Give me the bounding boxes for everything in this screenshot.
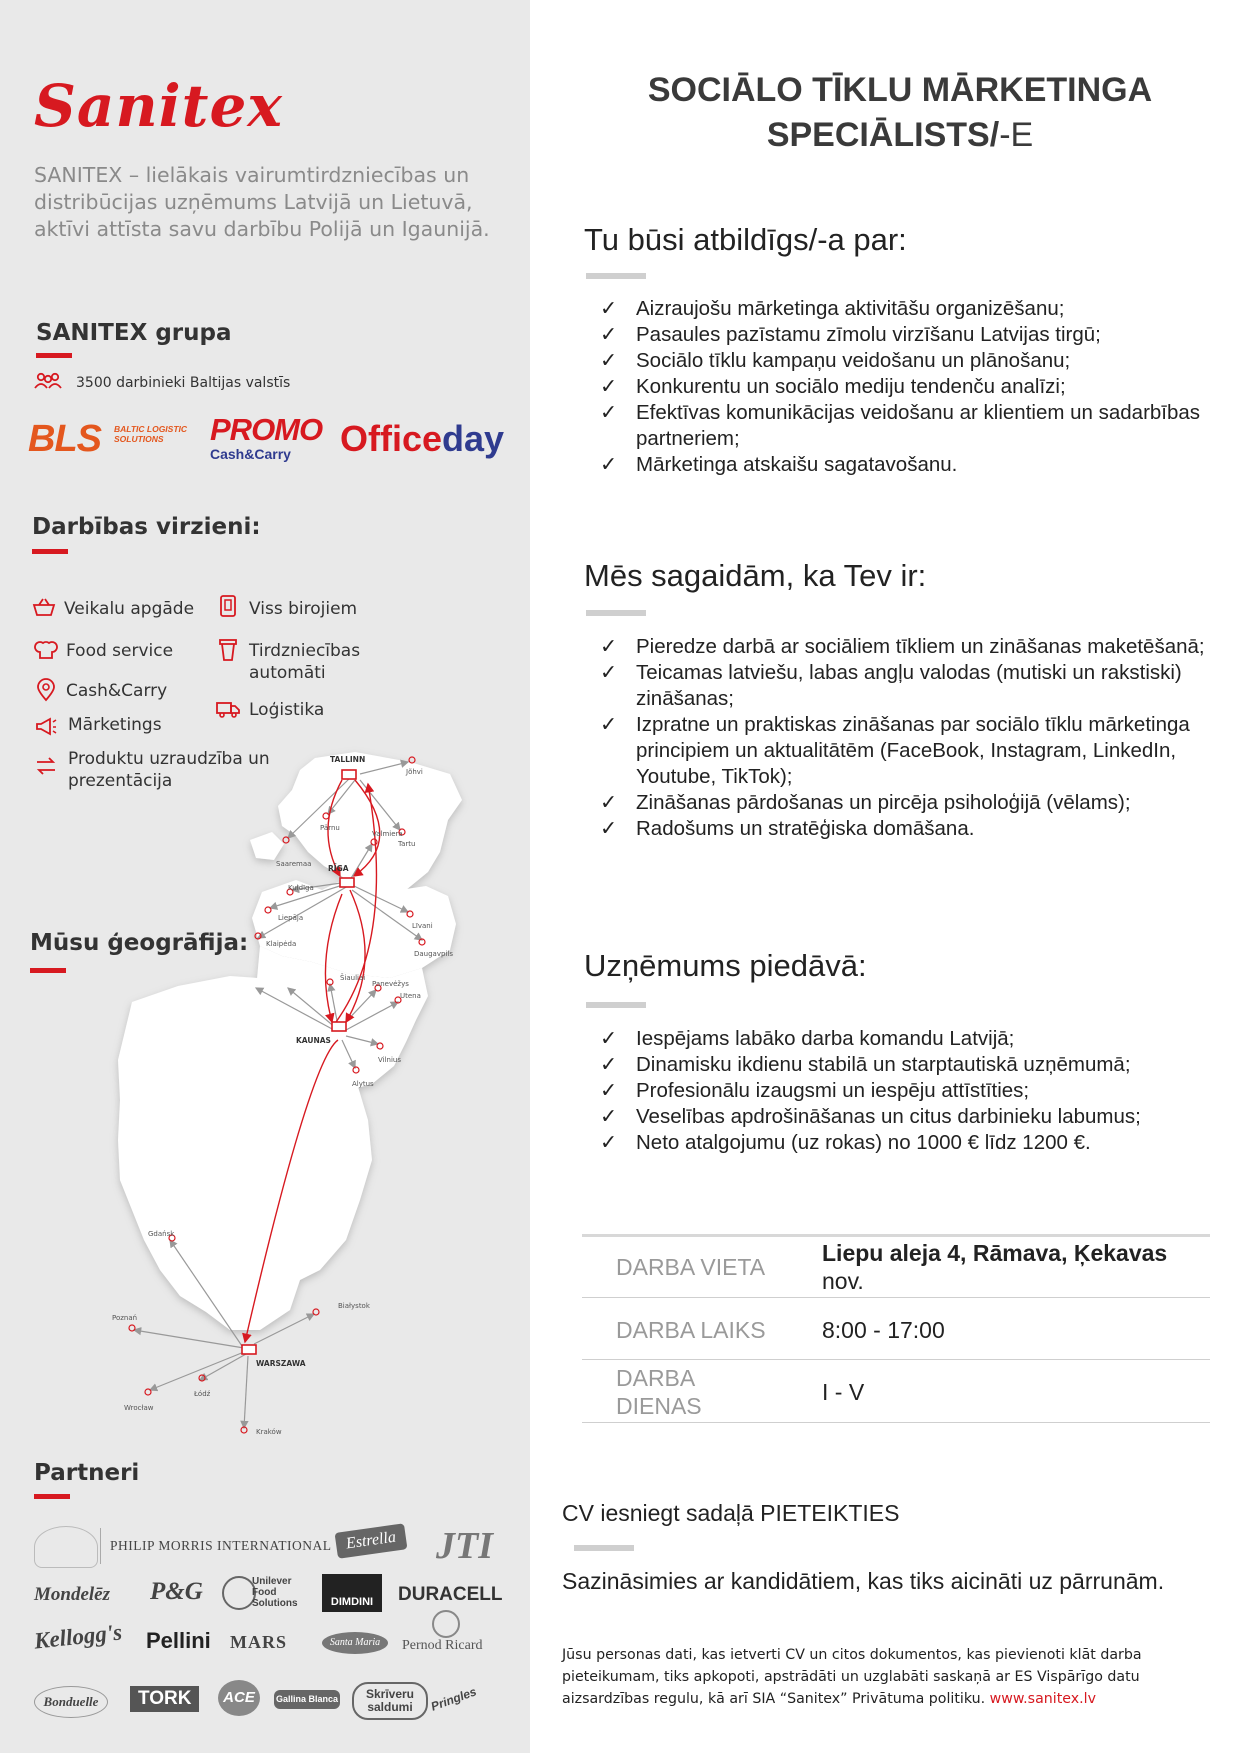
direction-logistics: Loģistika (249, 700, 325, 720)
pmi-crest-icon (34, 1526, 98, 1568)
promo-subtitle: Cash&Carry (210, 446, 291, 462)
company-intro: SANITEX – lielākais vairumtirdzniecības un distribūcijas uzņēmums Latvijā un Lietuvā, aktīvi attīsta savu darbību Polijā un Igaunijā. (34, 163, 490, 241)
officeday-part1: Office (340, 418, 443, 459)
city-johvi: Jõhvi (406, 768, 423, 776)
bls-logo (28, 418, 188, 461)
city-krakow: Kraków (256, 1428, 282, 1436)
pmi-divider (100, 1528, 101, 1564)
check-icon: ✓ (600, 1053, 618, 1076)
partner-bonduelle: Bonduelle (34, 1686, 108, 1718)
check-icon: ✓ (600, 1105, 618, 1128)
list-item (600, 816, 1225, 842)
list-item (600, 790, 1225, 816)
partner-pernod-ricard: Pernod Ricard (402, 1638, 483, 1653)
requirements-list (600, 634, 1225, 842)
geography-heading-underline (30, 968, 66, 973)
list-item (600, 374, 1225, 400)
direction-office: Viss birojiem (249, 599, 358, 619)
partners-heading: Partneri (34, 1460, 140, 1486)
exchange-arrows-icon (34, 754, 58, 778)
partner-duracell: DURACELL (398, 1584, 503, 1605)
check-icon: ✓ (600, 349, 618, 372)
city-wroclaw: Wrocław (124, 1404, 154, 1412)
binder-icon (216, 594, 240, 618)
location-pin-icon (34, 678, 58, 702)
list-item (600, 660, 1225, 712)
list-item-text: Sociālo tīklu kampaņu veidošanu un plānošanu; (636, 349, 1071, 372)
list-item (600, 400, 1225, 452)
hub-label-warszawa: WARSZAWA (256, 1359, 306, 1368)
city-bialystok: Białystok (338, 1302, 370, 1310)
direction-shop-supply: Veikalu apgāde (64, 599, 195, 619)
sanitex-website-link[interactable]: www.sanitex.lv (989, 1691, 1096, 1707)
list-item-text: Iespējams labāko darba komandu Latvijā; (636, 1027, 1015, 1050)
partner-ace: ACE (218, 1680, 260, 1716)
cv-instructions: CV iesniegt sadaļā PIETEIKTIES (562, 1500, 900, 1526)
check-icon: ✓ (600, 635, 618, 658)
city-kuldiga: Kuldīga (288, 884, 314, 892)
list-item (600, 322, 1225, 348)
place-value-rest: nov. (822, 1268, 864, 1294)
list-item-text: Izpratne un praktiskas zināšanas par sociālo tīklu mārketinga principiem un aktualitātēm (FaceBook, Instagram, LinkedIn, Youtube, TikTok); (636, 713, 1190, 788)
list-item-text: Dinamisku ikdienu stabilā un starptautiskā uzņēmumā; (636, 1053, 1131, 1076)
city-alytus: Alytus (352, 1080, 374, 1088)
list-item-text: Pieredze darbā ar sociāliem tīkliem un zināšanas maketēšanā; (636, 635, 1205, 658)
bls-subtitle (114, 424, 214, 444)
days-label (616, 1364, 702, 1420)
city-parnu: Pärnu (320, 824, 340, 832)
city-klaipeda: Klaipėda (266, 940, 297, 948)
partner-pg: P&G (150, 1578, 203, 1605)
offer-list (600, 1026, 1225, 1156)
partner-kelloggs: Kellogg's (32, 1619, 124, 1654)
job-title-line2-bold: SPECIĀLISTS/ (766, 116, 1000, 154)
partner-dimdini: DIMDINI (322, 1574, 382, 1612)
hub-warszawa-marker (242, 1345, 256, 1354)
job-title-line2 (560, 113, 1240, 158)
days-label-line2: DIENAS (616, 1393, 702, 1419)
hub-tallinn-marker (342, 770, 356, 779)
officeday-part2: day (442, 418, 505, 459)
estonia-shape (278, 752, 462, 898)
hours-value: 8:00 - 17:00 (822, 1317, 945, 1343)
bls-sub-line1: BALTIC LOGISTIC (114, 424, 188, 434)
bls-sub-line2: SOLUTIONS (114, 434, 164, 444)
job-title-line1: SOCIĀLO TĪKLU MĀRKETINGA (647, 71, 1153, 109)
responsibilities-list (600, 296, 1225, 478)
check-icon: ✓ (600, 661, 618, 684)
cv-underline (574, 1545, 634, 1551)
list-item (600, 1026, 1225, 1052)
city-lodz: Łódź (194, 1390, 211, 1398)
list-item (600, 712, 1225, 790)
responsibilities-underline (586, 273, 646, 279)
partner-santa-maria: Santa Maria (322, 1632, 388, 1654)
job-info-row-days (582, 1360, 1210, 1423)
hub-riga-marker (340, 878, 354, 887)
baltic-poland-map (110, 740, 530, 1436)
list-item-text: Radošums un stratēģiska domāšana. (636, 817, 975, 840)
check-icon: ✓ (600, 453, 618, 476)
place-value-bold: Liepu aleja 4, Rāmava, Ķekavas (822, 1240, 1168, 1266)
list-item (600, 1104, 1225, 1130)
city-liepaja: Liepāja (278, 914, 304, 922)
city-vilnius: Vilnius (378, 1056, 401, 1064)
list-item (600, 1052, 1225, 1078)
vending-cup-icon (216, 638, 240, 662)
saaremaa-shape (250, 832, 284, 860)
list-item (600, 296, 1225, 322)
list-item-text: Aizraujošu mārketinga aktivitāšu organizēšanu; (636, 297, 1065, 320)
partner-jti: JTI (436, 1525, 493, 1567)
partner-gallina-blanca: Gallina Blanca (274, 1690, 340, 1709)
job-title-line2-suffix: -E (999, 116, 1034, 154)
list-item-text: Mārketinga atskaišu sagatavošanu. (636, 453, 958, 476)
city-daugavpils: Daugavpils (414, 950, 453, 958)
days-value: I - V (822, 1379, 865, 1405)
direction-food-service: Food service (66, 641, 174, 661)
list-item-text: Teicamas latviešu, labas angļu valodas (mutiski un rakstiski) zināšanas; (636, 661, 1182, 710)
hub-label-kaunas: KAUNAS (296, 1036, 331, 1045)
directions-heading-underline (32, 549, 68, 554)
job-info-row-place (582, 1237, 1210, 1298)
bls-wordmark: BLS (28, 418, 101, 460)
city-valmiera: Valmiera (372, 830, 403, 838)
city-livani: Līvani (412, 922, 433, 930)
geography-heading: Mūsu ģeogrāfija: (30, 930, 249, 956)
list-item-text: Zināšanas pārdošanas un pircēja psiholoģijā (vēlams); (636, 791, 1131, 814)
check-icon: ✓ (600, 323, 618, 346)
basket-icon (32, 596, 56, 620)
check-icon: ✓ (600, 1079, 618, 1102)
direction-cash-carry: Cash&Carry (66, 681, 168, 701)
list-item-text: Profesionālu izaugsmi un iespēju attīstīties; (636, 1079, 1030, 1102)
list-item-text: Neto atalgojumu (uz rokas) no 1000 € līdz 1200 €. (636, 1131, 1091, 1154)
list-item (600, 1078, 1225, 1104)
city-utena: Utena (400, 992, 421, 1000)
check-icon: ✓ (600, 1027, 618, 1050)
officeday-logo (340, 418, 504, 460)
place-label: DARBA VIETA (616, 1254, 766, 1280)
check-icon: ✓ (600, 297, 618, 320)
partner-skriveru: Skrīveru saldumi (352, 1682, 428, 1720)
city-saaremaa: Saaremaa (276, 860, 312, 868)
pernod-sun-icon (432, 1610, 460, 1638)
check-icon: ✓ (600, 713, 618, 736)
list-item (600, 348, 1225, 374)
promo-logo (210, 414, 322, 462)
check-icon: ✓ (600, 1131, 618, 1154)
promo-wordmark: PROMO (210, 412, 323, 447)
unilever-u-icon (222, 1576, 256, 1610)
privacy-notice (562, 1644, 1202, 1710)
privacy-text: Jūsu personas dati, kas ietverti CV un citos dokumentos, kas pievienoti klāt darba pieteikumam, tiks apkopoti, apstrādāti un uzglabāti saskaņā ar ES Vispārīgo datu aizsardzības regulu, kā arī SIA “Sanitex” Privātuma politiku. (562, 1647, 1142, 1707)
contact-note: Sazināsimies ar kandidātiem, kas tiks aicināti uz pārrunām. (562, 1568, 1165, 1594)
list-item (600, 634, 1225, 660)
list-item-text: Konkurentu un sociālo mediju tendenču analīzi; (636, 375, 1066, 398)
list-item-text: Efektīvas komunikācijas veidošanu ar klientiem un sadarbības partneriem; (636, 401, 1201, 450)
hub-kaunas-marker (332, 1022, 346, 1031)
group-heading-underline (36, 353, 72, 358)
city-tartu: Tartu (398, 840, 416, 848)
chef-hat-icon (34, 638, 58, 662)
check-icon: ✓ (600, 791, 618, 814)
check-icon: ✓ (600, 401, 618, 424)
partner-estrella: Estrella (335, 1523, 408, 1559)
list-item-text: Veselības apdrošināšanas un citus darbinieku labumus; (636, 1105, 1141, 1128)
hub-label-tallinn: TALLINN (330, 755, 366, 764)
people-icon (34, 372, 62, 390)
direction-vending: Tirdzniecības automāti (249, 641, 361, 683)
hub-label-riga: RĪGA (328, 864, 349, 873)
responsibilities-heading: Tu būsi atbildīgs/-a par: (584, 222, 907, 257)
check-icon: ✓ (600, 375, 618, 398)
partners-heading-underline (34, 1494, 70, 1499)
directions-heading: Darbības virzieni: (32, 514, 261, 540)
list-item-text: Pasaules pazīstamu zīmolu virzīšanu Latvijas tirgū; (636, 323, 1101, 346)
requirements-underline (586, 610, 646, 616)
partner-pellini: Pellini (146, 1628, 211, 1653)
group-heading: SANITEX grupa (36, 320, 232, 346)
place-value (822, 1239, 1212, 1295)
direction-marketing: Mārketings (68, 715, 162, 735)
city-panevezys: Panevėžys (372, 980, 409, 988)
truck-icon (216, 697, 240, 721)
city-siauliai: Šiauliai (340, 974, 366, 982)
partner-tork: TORK (130, 1686, 199, 1712)
city-gdansk: Gdańsk (148, 1230, 175, 1238)
partner-mars: MARS (230, 1632, 287, 1652)
partner-mondelez: Mondelēz (34, 1584, 110, 1605)
city-poznan: Poznań (112, 1314, 138, 1322)
days-label-line1: DARBA (616, 1365, 696, 1391)
job-info-row-hours (582, 1298, 1210, 1360)
partner-pmi: PHILIP MORRIS INTERNATIONAL (110, 1538, 332, 1553)
list-item (600, 452, 1225, 478)
megaphone-icon (34, 714, 58, 738)
direction-product-supervision: Produktu uzraudzība un prezentācija (68, 749, 270, 791)
hours-label: DARBA LAIKS (616, 1317, 766, 1343)
offer-underline (586, 1002, 646, 1008)
requirements-heading: Mēs sagaidām, ka Tev ir: (584, 558, 927, 593)
list-item (600, 1130, 1225, 1156)
check-icon: ✓ (600, 817, 618, 840)
partner-unilever: Unilever Food Solutions (252, 1576, 298, 1609)
offer-heading: Uzņēmums piedāvā: (584, 948, 867, 983)
map-landmass (118, 752, 462, 1330)
sanitex-logo: Sanitex (34, 72, 283, 140)
sidebar (0, 0, 530, 1753)
employee-count: 3500 darbinieki Baltijas valstīs (76, 375, 291, 391)
job-title (560, 68, 1240, 158)
partner-pringles: Pringles (429, 1684, 479, 1714)
